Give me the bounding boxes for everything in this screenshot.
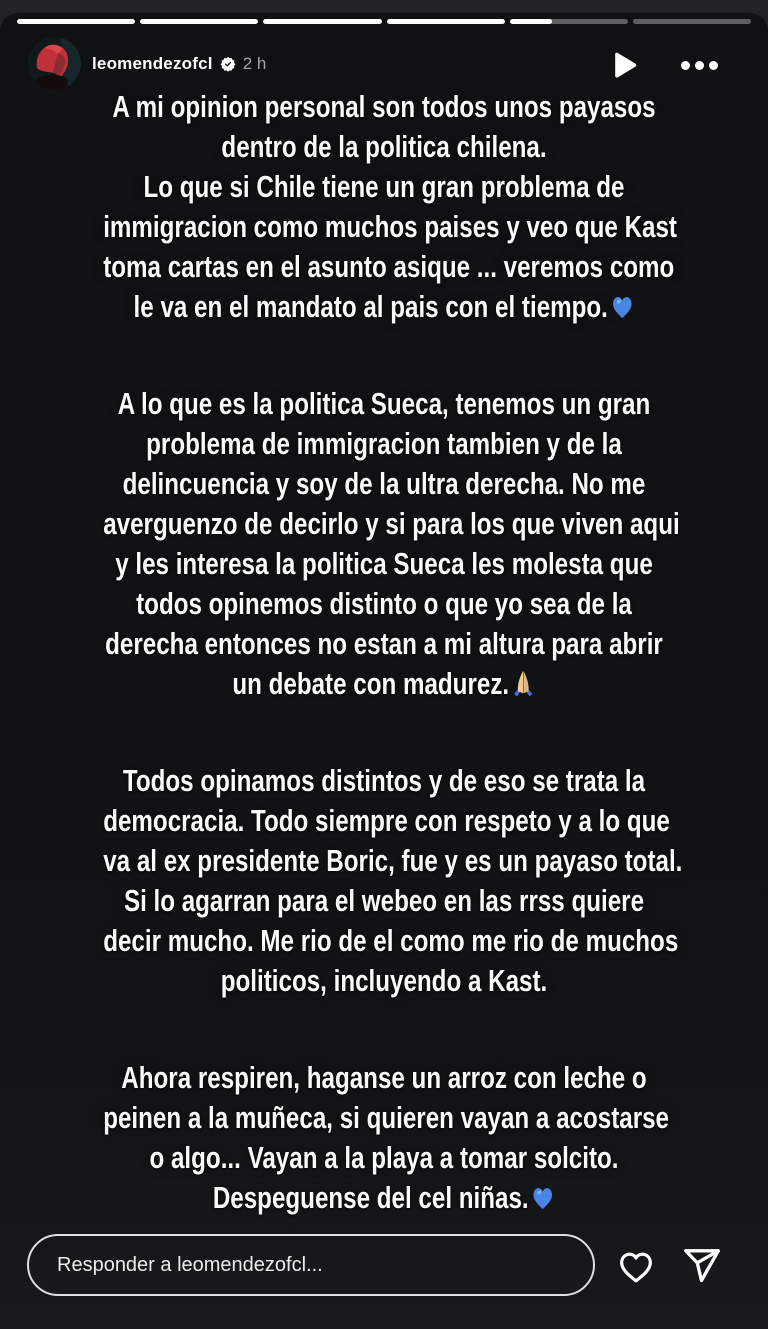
progress-segment — [633, 19, 751, 24]
story-text-line: y les interesa la politica Sueca les molesta que — [115, 546, 653, 581]
more-dot-icon — [709, 61, 718, 70]
story-text-line: le va en el mandato al pais con el tiempo. — [103, 287, 665, 327]
folded-hands-icon — [511, 668, 535, 699]
story-text-line: delincuencia y soy de la ultra derecha. No me — [122, 466, 646, 501]
story-text-line: averguenzo de decirlo y si para los que viven aqui — [103, 506, 680, 541]
story-text-line: va al ex presidente Boric, fue y es un payaso total. — [103, 843, 683, 878]
story-text-line: Ahora respiren, haganse un arroz con leche o — [121, 1060, 647, 1095]
story-text-line: Todos opinamos distintos y de eso se trata la — [122, 763, 646, 798]
story-text-line: A lo que es la politica Sueca, tenemos un gran — [117, 386, 651, 421]
blue-heart-icon — [531, 1182, 555, 1213]
progress-segment-fill — [263, 19, 381, 24]
story-text — [84, 87, 683, 1218]
progress-segment-fill — [17, 19, 135, 24]
play-button[interactable] — [606, 48, 640, 82]
story-text-line: derecha entonces no estan a mi altura para abrir — [105, 626, 663, 661]
story-text-line: toma cartas en el asunto asique ... veremos como — [103, 249, 675, 284]
story-paragraph — [103, 87, 677, 327]
progress-segment-fill — [140, 19, 258, 24]
story-text-line: o algo... Vayan a la playa a tomar solcito. — [149, 1140, 619, 1175]
story-text-line: un debate con madurez. — [103, 664, 665, 704]
story-timestamp: 2 h — [242, 54, 267, 73]
progress-segment — [510, 19, 628, 24]
story-text-line: Si lo agarran para el webeo en las rrss quiere — [123, 883, 645, 918]
story-text-line: A mi opinion personal son todos unos payasos — [112, 89, 656, 124]
story-text-line: Lo que si Chile tiene un gran problema de — [143, 169, 625, 204]
progress-segment-fill — [387, 19, 505, 24]
avatar-image — [28, 37, 81, 90]
story-text-line: immigracion como muchos paises y veo que Kast — [103, 209, 677, 244]
story-text-line: peinen a la muñeca, si quieren vayan a acostarse — [103, 1100, 670, 1135]
direct-share-icon — [681, 1245, 723, 1287]
profile-avatar[interactable] — [28, 37, 81, 90]
play-icon — [606, 48, 640, 82]
story-paragraph — [103, 1058, 670, 1218]
verified-badge-icon — [220, 56, 236, 72]
progress-segment-fill — [510, 19, 553, 24]
story-paragraph — [103, 761, 683, 1001]
story-progress-bar — [17, 19, 751, 24]
more-options-button[interactable] — [674, 52, 724, 78]
story-text-line: politicos, incluyendo a Kast. — [220, 963, 548, 998]
story-text-line: todos opinemos distinto o que yo sea de la — [136, 586, 632, 621]
progress-segment — [387, 19, 505, 24]
story-paragraph — [103, 384, 680, 704]
progress-segment — [17, 19, 135, 24]
story-text-line: democracia. Todo siempre con respeto y a lo que — [103, 803, 670, 838]
progress-segment — [140, 19, 258, 24]
blue-heart-icon — [610, 291, 634, 322]
story-text-line: dentro de la politica chilena. — [221, 129, 547, 164]
more-dot-icon — [681, 61, 690, 70]
username-link[interactable]: leomendezofcl — [92, 54, 213, 73]
heart-icon — [616, 1246, 656, 1286]
reply-input[interactable] — [27, 1234, 595, 1296]
story-text-line: problema de immigracion tambien y de la — [146, 426, 622, 461]
story-text-line: decir mucho. Me rio de el como me rio de muchos — [103, 923, 679, 958]
story-header — [92, 52, 266, 76]
progress-segment — [263, 19, 381, 24]
more-dot-icon — [695, 61, 704, 70]
like-button[interactable] — [616, 1246, 656, 1286]
story-text-line: Despeguense del cel niñas. — [103, 1178, 665, 1218]
share-button[interactable] — [681, 1245, 723, 1287]
